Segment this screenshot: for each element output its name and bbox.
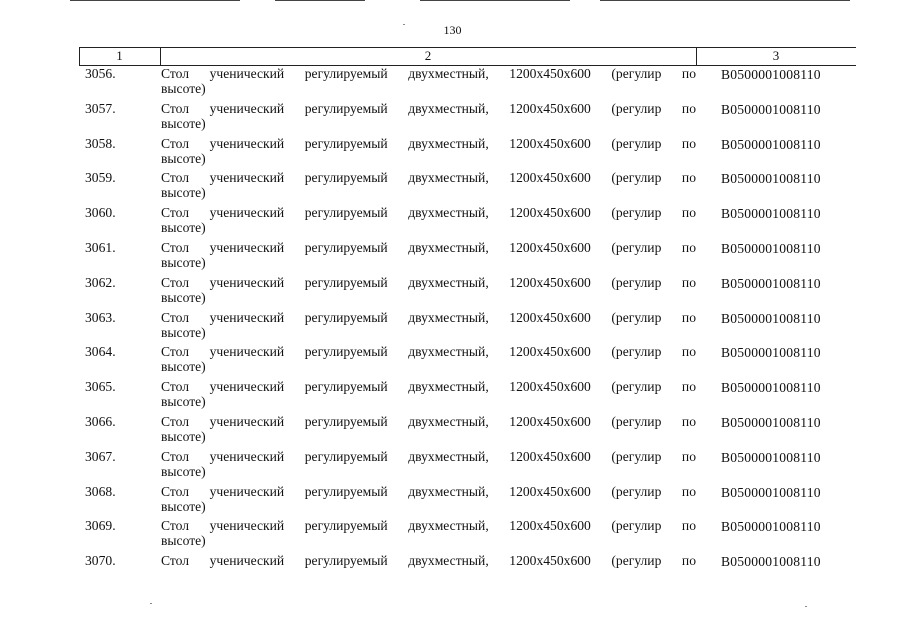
row-number: 3060. (85, 205, 116, 221)
row-description-continued: высоте) (161, 428, 206, 444)
row-description: Стол ученический регулируемый двухместный, 1200х450х600 (регулир по (161, 344, 696, 360)
row-description-continued: высоте) (161, 533, 206, 549)
scan-speck (403, 24, 405, 25)
header-col-1: 1 (116, 48, 123, 63)
table-row (0, 310, 905, 345)
row-code: В0500001008110 (721, 171, 821, 187)
top-rule-left (70, 0, 240, 1)
scan-speck (150, 603, 152, 604)
row-number: 3057. (85, 100, 116, 116)
row-code: В0500001008110 (721, 101, 821, 117)
row-code: В0500001008110 (721, 240, 821, 256)
row-description: Стол ученический регулируемый двухместный, 1200х450х600 (регулир по (161, 100, 696, 116)
table-row (0, 379, 905, 414)
row-number: 3061. (85, 239, 116, 255)
row-description: Стол ученический регулируемый двухместный, 1200х450х600 (регулир по (161, 274, 696, 290)
row-description-continued: высоте) (161, 498, 206, 514)
table-row (0, 518, 905, 553)
table-row (0, 484, 905, 519)
row-number: 3058. (85, 135, 116, 151)
table-row (0, 66, 905, 101)
row-description: Стол ученический регулируемый двухместный, 1200х450х600 (регулир по (161, 170, 696, 186)
row-description: Стол ученический регулируемый двухместный, 1200х450х600 (регулир по (161, 135, 696, 151)
top-rule-right (600, 0, 850, 1)
row-description: Стол ученический регулируемый двухместный, 1200х450х600 (регулир по (161, 309, 696, 325)
row-description-continued: высоте) (161, 254, 206, 270)
row-number: 3068. (85, 483, 116, 499)
row-description: Стол ученический регулируемый двухместный, 1200х450х600 (регулир по (161, 239, 696, 255)
row-description-continued: высоте) (161, 150, 206, 166)
table-row (0, 240, 905, 275)
table-header (79, 47, 856, 66)
table-body (0, 66, 905, 588)
table-row (0, 205, 905, 240)
row-code: В0500001008110 (721, 554, 821, 570)
top-rule-mid (275, 0, 365, 1)
row-number: 3063. (85, 309, 116, 325)
table-row (0, 449, 905, 484)
row-description-continued: высоте) (161, 81, 206, 96)
table-row (0, 136, 905, 171)
row-code: В0500001008110 (721, 136, 821, 152)
row-description-continued: высоте) (161, 394, 206, 410)
page-number: 130 (443, 23, 462, 37)
row-description: Стол ученический регулируемый двухместный, 1200х450х600 (регулир по (161, 483, 696, 499)
row-description: Стол ученический регулируемый двухместный, 1200х450х600 (регулир по (161, 448, 696, 464)
row-code: В0500001008110 (721, 519, 821, 535)
row-code: В0500001008110 (721, 345, 821, 361)
scan-speck (805, 606, 807, 607)
row-number: 3056. (85, 66, 116, 81)
row-description: Стол ученический регулируемый двухместный, 1200х450х600 (регулир по (161, 205, 696, 221)
row-code: В0500001008110 (721, 449, 821, 465)
row-code: В0500001008110 (721, 310, 821, 326)
row-description: Стол ученический регулируемый двухместный, 1200х450х600 (регулир по (161, 518, 696, 534)
row-code: В0500001008110 (721, 414, 821, 430)
row-number: 3059. (85, 170, 116, 186)
row-number: 3069. (85, 518, 116, 534)
table-row (0, 414, 905, 449)
row-code: В0500001008110 (721, 380, 821, 396)
row-description-continued: высоте) (161, 220, 206, 236)
row-description-continued: высоте) (161, 185, 206, 201)
table-row (0, 344, 905, 379)
row-description: Стол ученический регулируемый двухместный, 1200х450х600 (регулир по (161, 379, 696, 395)
row-description-continued: высоте) (161, 115, 206, 131)
table-row (0, 170, 905, 205)
row-number: 3065. (85, 379, 116, 395)
row-code: В0500001008110 (721, 484, 821, 500)
row-description: Стол ученический регулируемый двухместный, 1200х450х600 (регулир по (161, 413, 696, 429)
row-code: В0500001008110 (721, 206, 821, 222)
row-number: 3062. (85, 274, 116, 290)
row-code: В0500001008110 (721, 275, 821, 291)
row-number: 3067. (85, 448, 116, 464)
table-row (0, 553, 905, 588)
row-description: Стол ученический регулируемый двухместный, 1200х450х600 (регулир по (161, 553, 696, 569)
table-row (0, 101, 905, 136)
top-rule-mid-2 (420, 0, 570, 1)
row-code: В0500001008110 (721, 67, 821, 82)
header-col-2: 2 (424, 48, 432, 63)
row-number: 3066. (85, 413, 116, 429)
row-number: 3070. (85, 553, 116, 569)
row-description: Стол ученический регулируемый двухместный, 1200х450х600 (регулир по (161, 66, 696, 81)
row-description-continued: высоте) (161, 289, 206, 305)
header-col-3: 3 (772, 48, 780, 63)
row-description-continued: высоте) (161, 463, 206, 479)
table-row (0, 275, 905, 310)
row-description-continued: высоте) (161, 324, 206, 340)
row-description-continued: высоте) (161, 359, 206, 375)
row-number: 3064. (85, 344, 116, 360)
